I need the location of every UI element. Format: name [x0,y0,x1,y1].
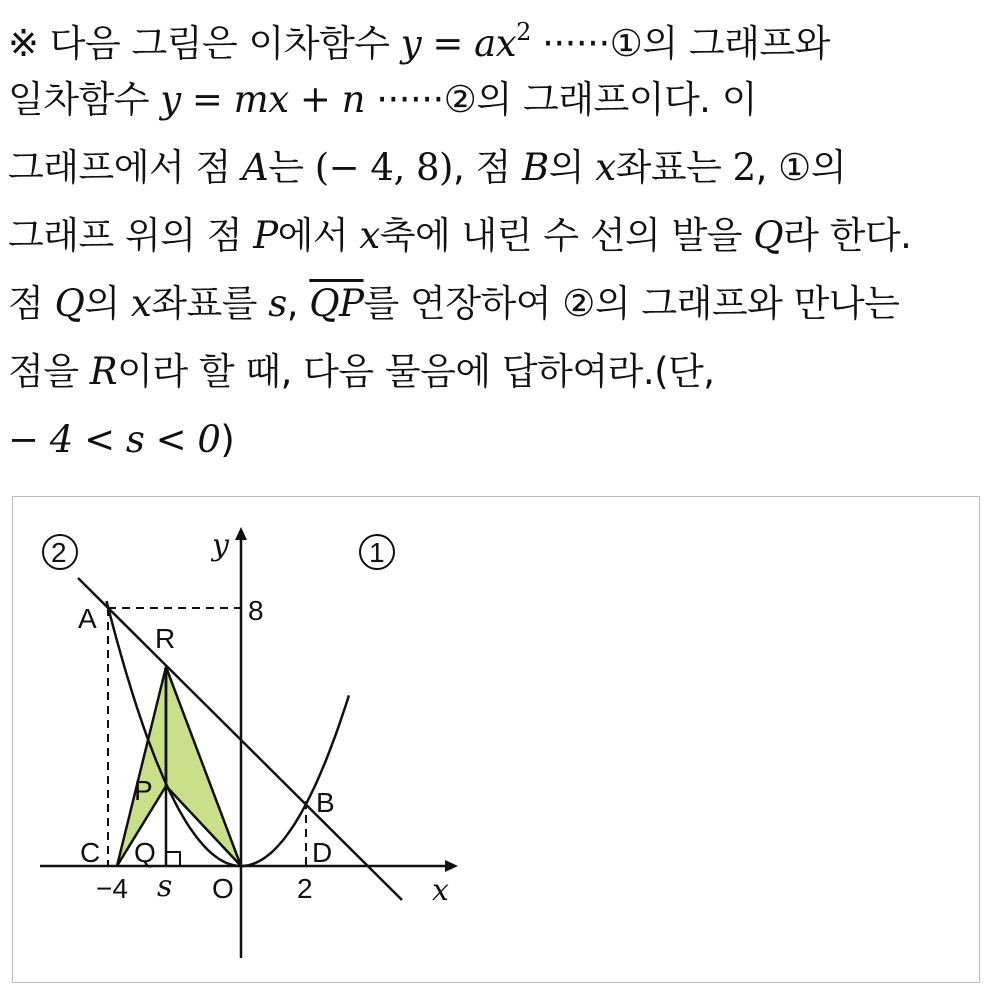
math-run: R [89,350,118,393]
neg4-tick-label: −4 [96,873,128,904]
s-tick-label: s [157,869,173,904]
text-run: ······①의 그래프와 [530,22,830,65]
text-run: 점 [8,282,55,325]
math-run: − 4 < s < 0 [8,418,221,461]
text-run: ) [220,418,235,461]
math-run: P [253,214,278,257]
text-run: 그래프 위의 점 [8,214,254,257]
shaded-triangle-right [166,667,241,866]
text-run: 는 [268,146,315,189]
text-run: 이라 할 때, 다음 물음에 답하여라.(단, [117,350,715,393]
text-run: 좌표를 [151,282,269,325]
point-Q-label: Q [134,837,156,868]
y-axis-label: y [212,528,229,563]
y-axis-arrow [235,527,247,540]
x-axis-arrow [445,860,458,872]
point-B-label: B [316,787,335,818]
point-R-label: R [155,623,176,654]
math-run: B [522,146,549,189]
point-A-label: A [78,603,97,634]
number-run: 2 [732,146,756,189]
text-run: 좌표는 [615,146,733,189]
x-axis-label: x [432,873,449,908]
math-run: s [268,282,287,325]
text-run: 라 한다. [783,214,912,257]
math-run: x [130,282,152,325]
math-run: Q [54,282,85,325]
text-run: ※ 다음 그림은 이차함수 [8,22,401,65]
math-run: y = mx + n [160,78,365,121]
text-run: 의 [548,146,596,189]
math-run: x [359,214,380,257]
text-run: 를 연장하여 ②의 그래프와 만나는 [363,282,900,325]
text-run: 의 [84,282,131,325]
text-run: , ①의 [755,146,847,189]
eight-tick-label: 8 [248,595,264,626]
math-run: y = ax [400,22,517,65]
text-run: 그래프에서 점 [8,146,242,189]
text-run: 점을 [8,350,90,393]
text-run: ······②의 그래프이다. 이 [364,78,757,121]
number-run: (− 4, 8) [314,146,453,189]
two-tick-label: 2 [297,873,313,904]
superscript: 2 [516,18,531,46]
point-C-label: C [80,837,101,868]
origin-label: O [212,873,234,904]
math-run: Q [753,214,784,257]
right-angle-mark [166,852,180,866]
text-run: , 점 [452,146,523,189]
segment-overline: $\overline{QP}$ [309,282,364,325]
math-run: A [241,146,269,189]
math-run: x [595,146,616,189]
label-1: 1 [369,537,385,568]
text-run: 에서 [277,214,360,257]
text-run: 축에 내린 수 선의 발을 [379,214,754,257]
text-run: , [286,282,310,325]
point-P-label: P [134,775,153,806]
label-2: 2 [51,537,67,568]
point-D-label: D [312,837,333,868]
text-run: 일차함수 [8,78,161,121]
